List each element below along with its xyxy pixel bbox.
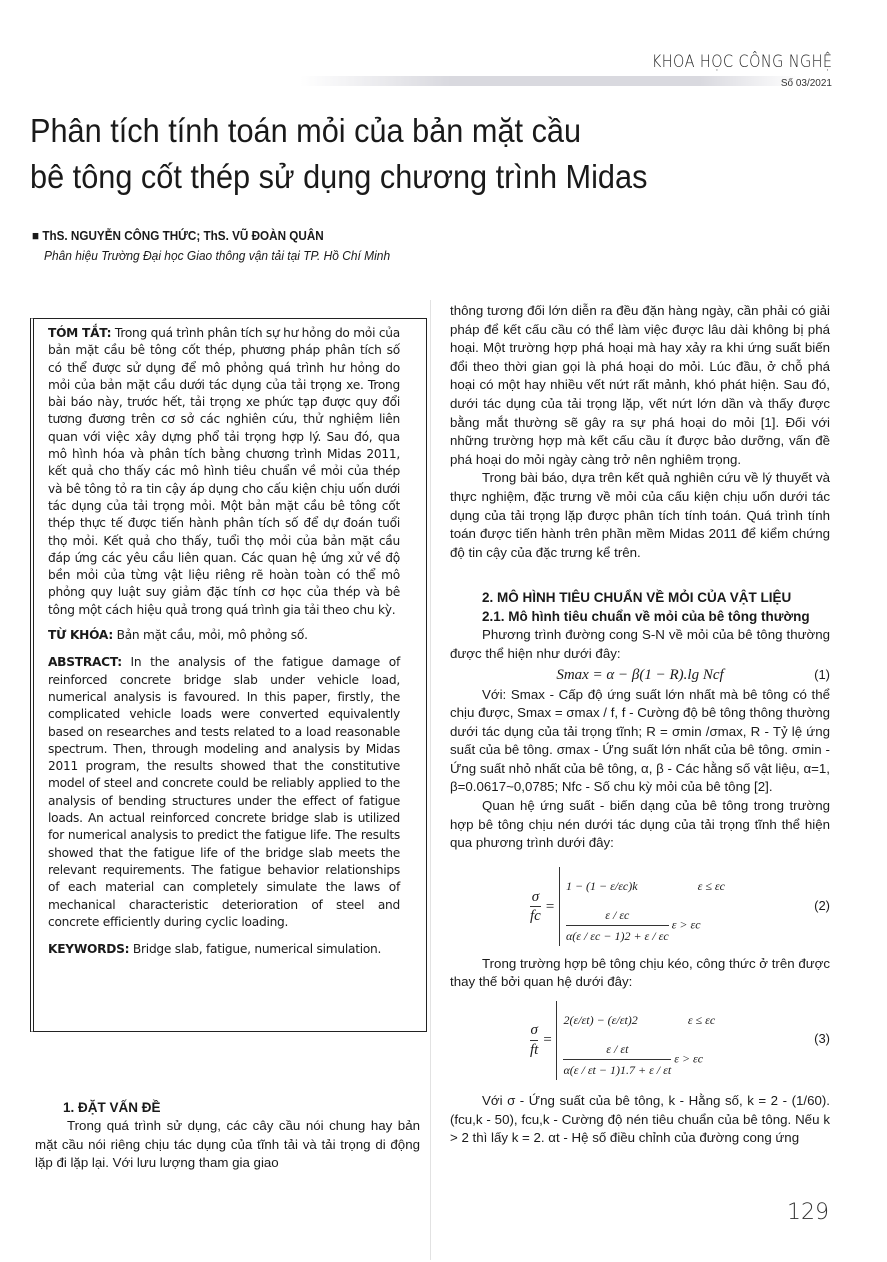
equation-2: $\frac{\sigma}{fc}$ = 1 − (1 − ε/εc)k ε ≤ εc $\frac{\varepsilon / \varepsilon c}{\alpha(\varepsilon / \varepsilon c - 1)2 + \varepsilon / \varepsilon c}$ ε > εc (2): [450, 859, 830, 955]
tukhoa: [48, 627, 400, 644]
tukhoa-label: TỪ KHÓA:: [48, 628, 113, 643]
right-column: [450, 302, 830, 1148]
tomtat-label: TÓM TẮT:: [48, 326, 112, 340]
equation-1-number: (1): [814, 666, 830, 682]
equation-2-number: (2): [814, 897, 830, 913]
condition-2: ε > εc: [674, 1050, 704, 1065]
page-fold: [430, 300, 431, 1260]
paragraph: Phương trình đường cong S-N về mỏi của bê tông thường được thể hiện như dưới đây:: [450, 627, 830, 661]
abstract-en: [48, 654, 400, 931]
tomtat: [48, 325, 400, 619]
journal-section: KHOA HỌC CÔNG NGHỆ: [651, 52, 832, 72]
affiliation: Phân hiệu Trường Đại học Giao thông vận tải tại TP. Hồ Chí Minh: [44, 248, 391, 263]
abstract-text: In the analysis of the fatigue damage of reinforced concrete bridge slab under vehicle load, numerical analysis is favoured. In this paper, firstly, the complicated vehicle loads were converted equivalently based on researches and tests related to a load reasonable spectrum. Then, through modeling and analysis by Midas 2011 program, the results showed that the constitutive model of steel and concrete could be reliably applied to the analysis of bending structures under the effect of fatigue loads. An actual reinforced concrete bridge slab is utilized for numerical analysis to predict the fatigue life. The results showed that the fatigue life of the bridge slab meets the relevant requirements. The fatigue behavior relationships of each material can completely simulate the laws of mechanical characteristic deterioration of steel and concrete efficiently during cyclic loading.: [48, 655, 400, 929]
bullet-icon: ■: [32, 228, 43, 243]
left-column: [35, 1098, 420, 1173]
paragraph: thông tương đối lớn diễn ra đều đặn hàng ngày, cần phải có giải pháp để kết cấu cầu có thể làm việc được lâu dài không bị phá hoại. Một trường hợp phá hoại mà hay xảy ra khi ứng suất biến đổi theo thời gian gọi là phá hoại do mỏi. Lúc đầu, ở chỗ phá hoại có một hay nhiều vết nứt rất mảnh, khó phát hiện. Sau đó, dưới tác dụng của tải trọng lặp, vết nứt lớn dần và thấy được bằng mắt thường sẽ gây ra sự phá hoại do mỏi [1]. Đối với những trường hợp mà kết cấu cầu ít được bảo dưỡng, vấn đề phá hoại do mỏi ngày càng trở nên nghiêm trọng.: [450, 303, 830, 467]
tomtat-text: Trong quá trình phân tích sự hư hỏng do mỏi của bản mặt cầu bê tông cốt thép, phương pháp phân tích số có thể được sử dụng để mô phỏng quá trình hư hỏng do mỏi của bản mặt cầu dưới tác dụng của tải trọng xe. Trong bài báo này, trước hết, tải trọng xe phức tạp được quy đổi tương đương trên cơ sở các nghiên cứu, thử nghiệm liên quan với việc xây dựng phổ tải trọng hợp lý. Sau đó, qua mô hình hóa và phân tích bằng chương trình Midas 2011, kết quả cho thấy các mô hình tiêu chuẩn về mỏi của thép và bê tông tỏ ra tin cậy áp dụng cho cấu kiện chịu uốn dưới tác dụng của tải trọng mỏi. Một bản mặt cầu bê tông cốt thép thực tế được tiến hành phân tích số để dự đoán tuổi thọ mỏi. Kết quả cho thấy, tuổi thọ mỏi của bản mặt cầu đáp ứng các yêu cầu liên quan. Các quan hệ ứng xử về độ bền mỏi của từng vật liệu riêng rẽ hoàn toàn có thể mô phỏng quy luật suy giảm đặc tính cơ học của thép và bê tông một cách hiệu quả trong quá trình gia tải theo chu kỳ.: [48, 326, 400, 617]
paragraph: Quan hệ ứng suất - biến dạng của bê tông trong trường hợp bê tông chịu nén dưới tác dụng của tải trọng tĩnh thể hiện qua phương trình dưới đây:: [450, 798, 830, 851]
lhs-numerator: σ: [530, 1021, 538, 1041]
equation-1: [450, 664, 830, 686]
subsection-heading-2-1: 2.1. Mô hình tiêu chuẩn về mỏi của bê tông thường: [482, 609, 810, 625]
paragraph: Với: Smax - Cấp độ ứng suất lớn nhất mà bê tông có thể chịu được, Smax = σmax / f, f - Cường độ bê tông thông thường dưới tác dụng của tải trọng tĩnh; R = σmin /σmax, R - Tỷ lệ ứng suất của bê tông. σmax - Ứng suất lớn nhất của bê tông. σmin - Ứng suất nhỏ nhất của bê tông, α, β - Các hằng số vật liệu, α=1, β=0.0617~0,0785; Nfc - Số chu kỳ mỏi của bê tông [2].: [450, 686, 831, 795]
equation-3-lhs: [530, 1021, 538, 1059]
paragraph: Trong trường hợp bê tông chịu kéo, công thức ở trên được thay thế bởi quan hệ dưới đây:: [450, 955, 830, 990]
lhs-denominator: fc: [530, 908, 541, 925]
lhs-denominator: ft: [530, 1041, 539, 1058]
case-2-numerator: ε / εc: [566, 905, 669, 926]
keywords-label: KEYWORDS:: [48, 942, 130, 957]
page-number: 129: [787, 1200, 829, 1225]
header-band: [300, 76, 800, 86]
author-names: ThS. NGUYỄN CÔNG THỨC; ThS. VŨ ĐOÀN QUÂN: [42, 228, 324, 243]
article-title: [30, 108, 647, 200]
abstract-label: ABSTRACT:: [48, 655, 122, 670]
case-2-denominator: α(ε / εc − 1)2 + ε / εc: [565, 929, 669, 944]
tukhoa-text: Bản mặt cầu, mỏi, mô phỏng số.: [112, 628, 308, 643]
equation-3-cases: [556, 1001, 715, 1080]
abstract-box: [30, 318, 427, 1032]
case-1: 1 − (1 − ε/εc)k: [565, 879, 638, 894]
equation-3: $\frac{\sigma}{ft}$ = 2(ε/εt) − (ε/εt)2 ε ≤ εc $\frac{\varepsilon / \varepsilon t}{\alpha(\varepsilon / \varepsilon t - 1)1.7 + \varepsilon / \varepsilon t}$ ε > εc (3): [450, 992, 830, 1088]
condition-1: ε ≤ εc: [687, 1012, 716, 1027]
title-line-2: bê tông cốt thép sử dụng chương trình Midas: [30, 158, 648, 195]
paragraph: Trong bài báo, dựa trên kết quả nghiên cứu về lý thuyết và thực nghiệm, đặc trưng về mỏi của cấu kiện chịu uốn dưới tác dụng của tải trọng lặp được phân tích tính toán. Quá trình tính toán được tiến hành trên phần mềm Midas 2011 để kiểm chứng độ tin cậy của đặc trưng kể trên.: [450, 470, 830, 560]
authors: [32, 228, 324, 243]
issue-number: Số 03/2021: [780, 78, 832, 89]
case-1: 2(ε/εt) − (ε/εt)2: [563, 1012, 638, 1027]
section-heading-2: 2. MÔ HÌNH TIÊU CHUẨN VỀ MỎI CỦA VẬT LIỆU: [482, 590, 792, 606]
case-2-denominator: α(ε / εt − 1)1.7 + ε / εt: [563, 1062, 672, 1077]
equation-2-cases: [559, 867, 725, 946]
keywords: [48, 941, 400, 958]
case-2-numerator: ε / εt: [563, 1039, 671, 1060]
condition-2: ε > εc: [671, 917, 701, 932]
keywords-text: Bridge slab, fatigue, numerical simulation.: [129, 942, 382, 957]
equation-2-lhs: [530, 888, 541, 926]
equation-3-number: (3): [814, 1031, 830, 1047]
title-line-1: Phân tích tính toán mỏi của bản mặt cầu: [30, 112, 582, 149]
equation-1-body: Smax = α − β(1 − R).lg Ncf: [556, 666, 724, 683]
paragraph: Với σ - Ứng suất của bê tông, k - Hằng số, k = 2 - (1/60).(fcu,k - 50), fcu,k - Cường độ nén tiêu chuẩn của bê tông. Nếu k > 2 thì lấy k = 2. αt - Hệ số điều chỉnh của đường cong ứng: [450, 1093, 830, 1146]
lhs-numerator: σ: [530, 888, 541, 908]
section-heading-1: 1. ĐẶT VẤN ĐỀ: [63, 1100, 161, 1115]
paragraph: Trong quá trình sử dụng, các cây cầu nói chung hay bản mặt cầu nói riêng chịu tác dụng của tĩnh tải và tải trọng di động lặp đi lặp lại. Với lưu lượng tham gia giao: [35, 1118, 420, 1171]
condition-1: ε ≤ εc: [697, 879, 725, 894]
